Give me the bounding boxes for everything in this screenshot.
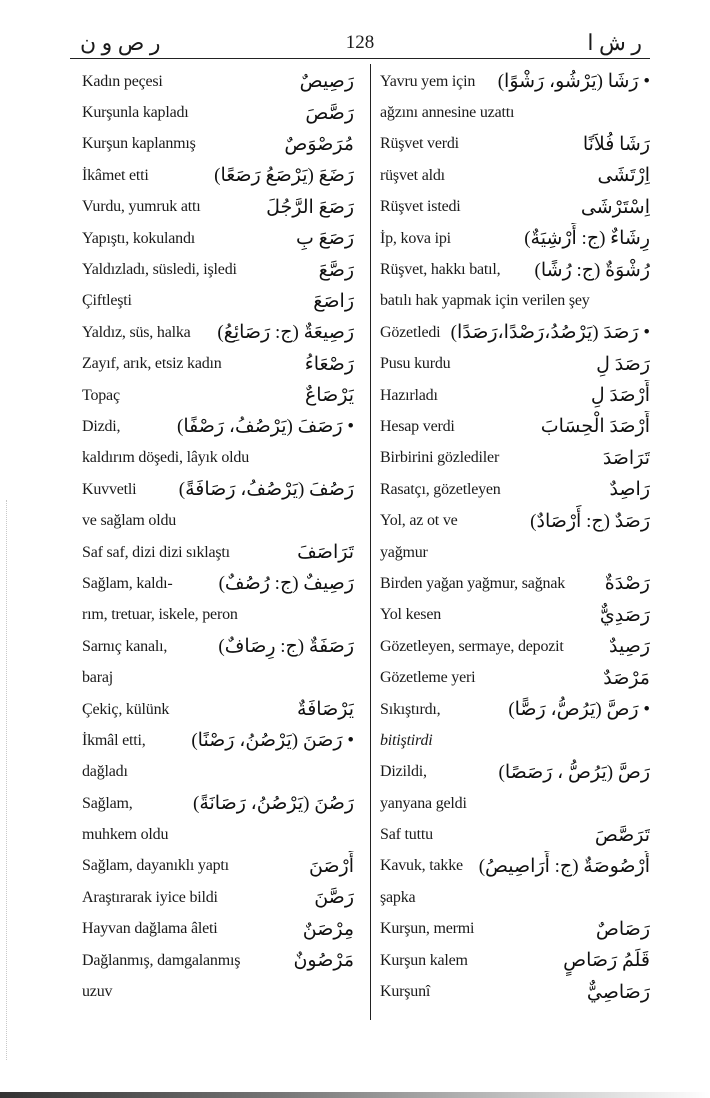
arabic-headword: رَاصَعَ [313, 290, 354, 312]
dictionary-entry [82, 882, 354, 913]
dictionary-entry [380, 914, 650, 945]
arabic-headword: رَصَدٌ (ج: أَرْصَادٌ) [530, 510, 650, 532]
turkish-meaning: Rüşvet, hakkı batıl, [380, 261, 501, 279]
turkish-meaning: Yavru yem için [380, 72, 476, 90]
turkish-meaning: Sağlam, kaldı- [82, 574, 173, 592]
dictionary-entry [82, 411, 354, 442]
header-root-letters-right: ر ش ا [587, 30, 642, 55]
turkish-meaning: Yol kesen [380, 606, 442, 624]
arabic-headword: اِرْتَشَى [597, 165, 650, 187]
turkish-meaning: Birden yağan yağmur, sağnak [380, 574, 566, 592]
dictionary-entry [82, 945, 354, 976]
turkish-meaning: Hazırladı [380, 386, 438, 404]
dictionary-entry [380, 788, 650, 819]
arabic-headword: يَرْصَاعٌ [304, 385, 354, 407]
page-header [70, 28, 650, 59]
arabic-headword: أَرْصَدَ الْحِسَابَ [540, 416, 650, 438]
dictionary-entry [82, 160, 354, 191]
dictionary-entry [380, 160, 650, 191]
turkish-meaning: batılı hak yapmak için verilen şey [380, 292, 590, 310]
turkish-meaning: Rasatçı, gözetleyen [380, 480, 501, 498]
dictionary-entry [380, 254, 650, 285]
arabic-headword: • رَصَنَ (يَرْصُنُ، رَصْنًا) [191, 730, 354, 752]
dictionary-entry [380, 882, 650, 913]
arabic-headword: • رَشَا (يَرْشُو، رَشْوًا) [497, 71, 650, 93]
arabic-headword: رَصَفَةٌ (ج: رِصَافٌ) [218, 636, 354, 658]
turkish-meaning: Saf saf, dizi dizi sıklaştı [82, 543, 230, 561]
turkish-meaning: Araştırarak iyice bildi [82, 888, 218, 906]
dictionary-entry [82, 129, 354, 160]
dictionary-entry [380, 380, 650, 411]
arabic-headword: • رَصَدَ (يَرْصُدُ،رَصْدًا،رَصَدًا) [450, 322, 650, 344]
turkish-meaning: Kadın peçesi [82, 72, 163, 90]
turkish-meaning: Gözetleme yeri [380, 669, 476, 687]
arabic-headword: مَرْصَدٌ [603, 667, 650, 689]
dictionary-entry [82, 474, 354, 505]
dictionary-entry [82, 380, 354, 411]
dictionary-entry [82, 66, 354, 97]
turkish-meaning: İkmâl etti, [82, 731, 146, 749]
arabic-headword: • رَصَّ (يَرُصُّ، رَصًّا) [508, 699, 650, 720]
dictionary-entry [380, 411, 650, 442]
arabic-headword: قَلَمُ رَصَاصٍ [563, 950, 650, 972]
dictionary-entry [82, 537, 354, 568]
dictionary-entry [380, 286, 650, 317]
arabic-headword: تَرَاصَفَ [297, 542, 354, 564]
turkish-meaning: Vurdu, yumruk attı [82, 198, 201, 216]
arabic-headword: رَصُفَ (يَرْصُفُ، رَصَافَةً) [178, 479, 354, 501]
turkish-meaning: Rüşvet istedi [380, 198, 461, 216]
dictionary-entry [82, 286, 354, 317]
dictionary-entry [380, 819, 650, 850]
turkish-meaning: Dağlanmış, damgalanmış [82, 951, 241, 969]
dictionary-entry [82, 851, 354, 882]
dictionary-entry [82, 914, 354, 945]
arabic-headword: رَصِيصٌ [299, 71, 354, 93]
dictionary-entry [82, 349, 354, 380]
turkish-meaning: Sarnıç kanalı, [82, 637, 168, 655]
dictionary-entry [82, 223, 354, 254]
dictionary-entry [82, 97, 354, 128]
dictionary-entry [82, 662, 354, 693]
arabic-headword: رَصِيدٌ [608, 636, 650, 658]
dictionary-entry [380, 192, 650, 223]
arabic-headword: رَصْدَةٌ [604, 573, 650, 595]
column-divider [370, 64, 371, 1020]
dictionary-entry [82, 192, 354, 223]
arabic-headword: رَصَاصٌ [595, 918, 650, 940]
arabic-headword: رَصَّ (يَرُصُّ ، رَصَصًا) [498, 761, 650, 783]
turkish-meaning: Kurşun kaplanmış [82, 135, 196, 153]
turkish-meaning: Kavuk, takke [380, 857, 463, 875]
turkish-meaning: kaldırım döşedi, lâyık oldu [82, 449, 250, 467]
turkish-meaning: Kurşun kalem [380, 951, 468, 969]
dictionary-entry [380, 725, 650, 756]
arabic-headword: رَضَعَ (يَرْصَعُ رَصَعًا) [214, 165, 354, 187]
arabic-headword: رَصَدِيٌّ [599, 604, 650, 626]
arabic-headword: رِشَاءٌ (ج: أَرْشِيَةٌ) [524, 228, 650, 250]
arabic-headword: مُرَصْوَصٌ [284, 133, 354, 155]
dictionary-entry [380, 223, 650, 254]
dictionary-entry [82, 631, 354, 662]
turkish-meaning: Yaldız, süs, halka [82, 323, 191, 341]
dictionary-entry [380, 505, 650, 536]
turkish-meaning: Pusu kurdu [380, 355, 451, 373]
arabic-headword: رَصَعَ بِ [295, 228, 354, 250]
dictionary-entry [82, 976, 354, 1007]
turkish-meaning: Yaldızladı, süsledi, işledi [82, 261, 237, 279]
turkish-meaning: Kurşun, mermi [380, 920, 475, 938]
dictionary-entry [82, 819, 354, 850]
turkish-meaning: yağmur [380, 543, 428, 561]
turkish-meaning: Dizdi, [82, 417, 121, 435]
turkish-meaning: şapka [380, 888, 416, 906]
arabic-headword: رَصَّنَ [314, 887, 354, 909]
dictionary-entry [380, 631, 650, 662]
arabic-headword: رَصَعَ الرَّجُلَ [266, 196, 354, 218]
arabic-headword: رُشْوَةٌ (ج: رُشًا) [534, 259, 650, 281]
turkish-meaning: Dizildi, [380, 763, 427, 781]
arabic-headword: رَصُنَ (يَرْصُنُ، رَصَانَةً) [193, 793, 354, 815]
turkish-meaning: ağzını annesine uzattı [380, 104, 515, 122]
dictionary-entry [82, 568, 354, 599]
arabic-headword: رَصَّصَ [305, 102, 354, 124]
dictionary-entry [380, 317, 650, 348]
dictionary-entry [380, 349, 650, 380]
turkish-meaning: İp, kova ipi [380, 229, 451, 247]
arabic-headword: تَرَصَّصَ [594, 824, 650, 846]
arabic-headword: رَاصِدٌ [609, 479, 650, 501]
dictionary-entry [82, 725, 354, 756]
turkish-meaning: dağladı [82, 763, 128, 781]
turkish-meaning: baraj [82, 669, 113, 687]
dictionary-entry [380, 976, 650, 1007]
turkish-meaning: rüşvet aldı [380, 166, 445, 184]
arabic-headword: • رَصَفَ (يَرْصُفُ، رَصْفًا) [177, 416, 354, 438]
dictionary-entry [380, 945, 650, 976]
dictionary-entry [380, 662, 650, 693]
turkish-meaning: uzuv [82, 983, 113, 1001]
arabic-headword: رَشَا فُلاَنًا [582, 133, 650, 155]
arabic-headword: رَصَاصِيٌّ [586, 981, 650, 1003]
dictionary-entry [82, 600, 354, 631]
turkish-meaning: Gözetledi [380, 323, 441, 341]
turkish-meaning: rım, tretuar, iskele, peron [82, 606, 238, 624]
dictionary-entry [380, 568, 650, 599]
turkish-meaning: muhkem oldu [82, 826, 169, 844]
right-column [380, 66, 650, 1008]
scan-edge-artifact [6, 500, 7, 1060]
arabic-headword: رَصِيعَةٌ (ج: رَصَائِعُ) [217, 322, 354, 344]
dictionary-entry [380, 851, 650, 882]
arabic-headword: رَصْعَاءُ [304, 353, 354, 375]
dictionary-entry [82, 317, 354, 348]
turkish-meaning: bitiştirdi [380, 731, 433, 749]
turkish-meaning: Yapıştı, kokulandı [82, 229, 196, 247]
dictionary-entry [380, 537, 650, 568]
dictionary-entry [380, 694, 650, 725]
turkish-meaning: Sıkıştırdı, [380, 700, 441, 718]
arabic-headword: رَصِيفٌ (ج: رُصُفٌ) [218, 573, 354, 595]
turkish-meaning: Çiftleşti [82, 292, 132, 310]
turkish-meaning: Gözetleyen, sermaye, depozit [380, 637, 564, 655]
arabic-headword: مَرْصُونٌ [293, 950, 354, 972]
page-number: 128 [345, 32, 375, 53]
dictionary-entry [380, 97, 650, 128]
dictionary-entry [380, 443, 650, 474]
dictionary-entry [380, 757, 650, 788]
dictionary-entry [82, 757, 354, 788]
arabic-headword: رَصَدَ لِ [596, 353, 650, 375]
turkish-meaning: Kuvvetli [82, 480, 137, 498]
turkish-meaning: Kurşunî [380, 983, 431, 1001]
turkish-meaning: İkâmet etti [82, 166, 149, 184]
turkish-meaning: Hesap verdi [380, 417, 455, 435]
dictionary-entry [380, 129, 650, 160]
arabic-headword: مِرْصَنٌ [302, 918, 354, 940]
turkish-meaning: Saf tuttu [380, 826, 433, 844]
scan-bottom-bar [0, 1092, 710, 1098]
turkish-meaning: Sağlam, [82, 794, 133, 812]
arabic-headword: أَرْصَنَ [308, 855, 354, 877]
dictionary-entry [380, 66, 650, 97]
turkish-meaning: yanyana geldi [380, 794, 467, 812]
turkish-meaning: Hayvan dağlama âleti [82, 920, 218, 938]
arabic-headword: رَصَّعَ [318, 259, 354, 281]
dictionary-entry [82, 254, 354, 285]
turkish-meaning: ve sağlam oldu [82, 512, 177, 530]
arabic-headword: تَرَاصَدَ [602, 447, 650, 469]
turkish-meaning: Yol, az ot ve [380, 512, 458, 530]
dictionary-entry [82, 443, 354, 474]
dictionary-entry [380, 474, 650, 505]
header-root-letters-left: ر ص و ن [80, 30, 161, 55]
turkish-meaning: Çekiç, külünk [82, 700, 170, 718]
turkish-meaning: Topaç [82, 386, 120, 404]
arabic-headword: أَرْصَدَ لِ [590, 385, 650, 407]
left-column [82, 66, 354, 1008]
arabic-headword: اِسْتَرْشَى [580, 196, 650, 218]
dictionary-entry [82, 788, 354, 819]
turkish-meaning: Kurşunla kapladı [82, 104, 189, 122]
dictionary-entry [380, 600, 650, 631]
turkish-meaning: Sağlam, dayanıklı yaptı [82, 857, 229, 875]
turkish-meaning: Zayıf, arık, etsiz kadın [82, 355, 222, 373]
dictionary-entry [82, 505, 354, 536]
turkish-meaning: Birbirini gözlediler [380, 449, 500, 467]
arabic-headword: يَرْصَافَةٌ [297, 699, 354, 720]
arabic-headword: أُرْصُوصَةٌ (ج: أَرَاصِيصُ) [478, 855, 650, 877]
turkish-meaning: Rüşvet verdi [380, 135, 459, 153]
dictionary-entry [82, 694, 354, 725]
